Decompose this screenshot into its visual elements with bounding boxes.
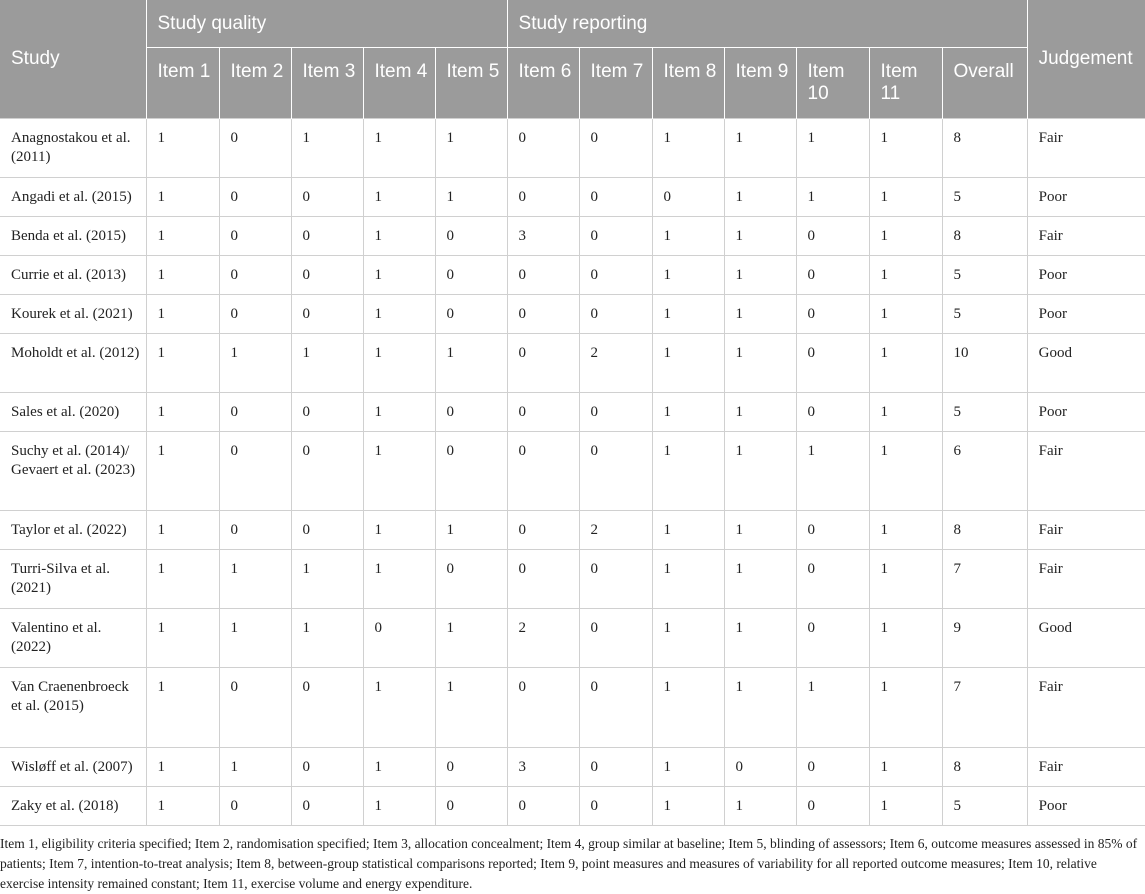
item-2-cell: 0 xyxy=(219,432,291,511)
item-3-cell: 0 xyxy=(291,748,363,787)
item-7-cell: 0 xyxy=(579,550,652,609)
item-11-cell: 1 xyxy=(869,178,942,217)
item-9-cell: 1 xyxy=(724,432,796,511)
item-1-cell: 1 xyxy=(146,748,219,787)
item-7-cell: 2 xyxy=(579,511,652,550)
item-2-cell: 1 xyxy=(219,748,291,787)
item-9-cell: 1 xyxy=(724,609,796,668)
study-cell: Van Craenenbroeck et al. (2015) xyxy=(0,668,146,748)
item-5-cell: 1 xyxy=(435,609,507,668)
item-2-cell: 0 xyxy=(219,256,291,295)
table-row xyxy=(0,178,1145,217)
item-5-header: Item 5 xyxy=(435,48,507,119)
item-8-cell: 1 xyxy=(652,217,724,256)
item-5-cell: 0 xyxy=(435,295,507,334)
item-6-cell: 0 xyxy=(507,550,579,609)
item-9-cell: 1 xyxy=(724,787,796,826)
study-cell: Zaky et al. (2018) xyxy=(0,787,146,826)
item-3-cell: 0 xyxy=(291,668,363,748)
item-10-cell: 0 xyxy=(796,550,869,609)
item-6-cell: 0 xyxy=(507,432,579,511)
table-row xyxy=(0,609,1145,668)
item-7-cell: 0 xyxy=(579,119,652,178)
table-header xyxy=(0,0,1145,119)
header-group-row xyxy=(0,0,1145,48)
item-5-cell: 1 xyxy=(435,119,507,178)
judgement-cell: Fair xyxy=(1027,748,1145,787)
study-cell: Valentino et al. (2022) xyxy=(0,609,146,668)
item-1-cell: 1 xyxy=(146,256,219,295)
item-2-cell: 0 xyxy=(219,178,291,217)
item-4-cell: 1 xyxy=(363,217,435,256)
item-3-cell: 1 xyxy=(291,550,363,609)
item-9-cell: 1 xyxy=(724,256,796,295)
item-6-cell: 0 xyxy=(507,178,579,217)
item-6-cell: 0 xyxy=(507,668,579,748)
item-1-cell: 1 xyxy=(146,119,219,178)
study-cell: Taylor et al. (2022) xyxy=(0,511,146,550)
table-row xyxy=(0,295,1145,334)
item-11-cell: 1 xyxy=(869,511,942,550)
item-10-cell: 1 xyxy=(796,119,869,178)
item-5-cell: 0 xyxy=(435,787,507,826)
item-1-cell: 1 xyxy=(146,217,219,256)
item-1-cell: 1 xyxy=(146,178,219,217)
item-3-header: Item 3 xyxy=(291,48,363,119)
item-10-cell: 0 xyxy=(796,748,869,787)
table-row xyxy=(0,217,1145,256)
study-cell: Wisløff et al. (2007) xyxy=(0,748,146,787)
item-7-header: Item 7 xyxy=(579,48,652,119)
item-8-cell: 1 xyxy=(652,550,724,609)
table-row xyxy=(0,393,1145,432)
judgement-cell: Fair xyxy=(1027,550,1145,609)
item-4-cell: 1 xyxy=(363,511,435,550)
overall-cell: 9 xyxy=(942,609,1027,668)
item-2-cell: 1 xyxy=(219,550,291,609)
item-8-cell: 1 xyxy=(652,668,724,748)
table-row xyxy=(0,511,1145,550)
item-10-cell: 0 xyxy=(796,609,869,668)
item-8-header: Item 8 xyxy=(652,48,724,119)
table-row xyxy=(0,668,1145,748)
item-1-cell: 1 xyxy=(146,511,219,550)
overall-cell: 6 xyxy=(942,432,1027,511)
item-11-header: Item 11 xyxy=(869,48,942,119)
item-4-cell: 1 xyxy=(363,119,435,178)
judgement-cell: Poor xyxy=(1027,787,1145,826)
overall-cell: 5 xyxy=(942,295,1027,334)
table-row xyxy=(0,550,1145,609)
item-6-cell: 3 xyxy=(507,217,579,256)
item-10-cell: 1 xyxy=(796,432,869,511)
study-quality-group-header: Study quality xyxy=(146,0,507,48)
item-8-cell: 1 xyxy=(652,511,724,550)
item-4-header: Item 4 xyxy=(363,48,435,119)
item-2-cell: 1 xyxy=(219,334,291,393)
study-cell: Anagnostakou et al. (2011) xyxy=(0,119,146,178)
overall-cell: 5 xyxy=(942,787,1027,826)
study-cell: Currie et al. (2013) xyxy=(0,256,146,295)
table-row xyxy=(0,748,1145,787)
item-8-cell: 1 xyxy=(652,748,724,787)
item-2-cell: 0 xyxy=(219,295,291,334)
item-7-cell: 0 xyxy=(579,256,652,295)
study-cell: Angadi et al. (2015) xyxy=(0,178,146,217)
item-5-cell: 0 xyxy=(435,217,507,256)
item-8-cell: 1 xyxy=(652,334,724,393)
item-2-cell: 0 xyxy=(219,511,291,550)
item-1-cell: 1 xyxy=(146,432,219,511)
overall-column-header: Overall xyxy=(942,48,1027,119)
judgement-cell: Good xyxy=(1027,334,1145,393)
item-4-cell: 1 xyxy=(363,748,435,787)
item-11-cell: 1 xyxy=(869,432,942,511)
item-8-cell: 1 xyxy=(652,609,724,668)
item-4-cell: 1 xyxy=(363,432,435,511)
item-5-cell: 1 xyxy=(435,334,507,393)
item-11-cell: 1 xyxy=(869,217,942,256)
item-10-cell: 1 xyxy=(796,668,869,748)
item-10-cell: 0 xyxy=(796,393,869,432)
item-10-cell: 0 xyxy=(796,511,869,550)
judgement-cell: Fair xyxy=(1027,217,1145,256)
item-11-cell: 1 xyxy=(869,393,942,432)
item-7-cell: 0 xyxy=(579,748,652,787)
judgement-cell: Fair xyxy=(1027,511,1145,550)
item-1-cell: 1 xyxy=(146,550,219,609)
item-6-header: Item 6 xyxy=(507,48,579,119)
item-11-cell: 1 xyxy=(869,119,942,178)
table-row xyxy=(0,119,1145,178)
item-1-cell: 1 xyxy=(146,787,219,826)
item-2-cell: 0 xyxy=(219,119,291,178)
item-1-cell: 1 xyxy=(146,668,219,748)
item-5-cell: 0 xyxy=(435,256,507,295)
item-7-cell: 0 xyxy=(579,609,652,668)
item-3-cell: 0 xyxy=(291,178,363,217)
item-9-cell: 1 xyxy=(724,668,796,748)
item-9-cell: 1 xyxy=(724,217,796,256)
study-cell: Suchy et al. (2014)/ Gevaert et al. (2023) xyxy=(0,432,146,511)
item-8-cell: 1 xyxy=(652,787,724,826)
item-9-cell: 1 xyxy=(724,550,796,609)
item-10-header: Item 10 xyxy=(796,48,869,119)
item-1-cell: 1 xyxy=(146,393,219,432)
table-row xyxy=(0,256,1145,295)
item-2-header: Item 2 xyxy=(219,48,291,119)
item-4-cell: 1 xyxy=(363,178,435,217)
overall-cell: 7 xyxy=(942,668,1027,748)
item-8-cell: 1 xyxy=(652,295,724,334)
item-8-cell: 1 xyxy=(652,432,724,511)
study-cell: Moholdt et al. (2012) xyxy=(0,334,146,393)
item-4-cell: 1 xyxy=(363,393,435,432)
item-3-cell: 1 xyxy=(291,119,363,178)
item-10-cell: 0 xyxy=(796,217,869,256)
item-4-cell: 1 xyxy=(363,295,435,334)
item-4-cell: 1 xyxy=(363,256,435,295)
item-4-cell: 1 xyxy=(363,334,435,393)
item-7-cell: 0 xyxy=(579,217,652,256)
item-7-cell: 0 xyxy=(579,787,652,826)
overall-cell: 8 xyxy=(942,119,1027,178)
item-8-cell: 1 xyxy=(652,393,724,432)
item-6-cell: 0 xyxy=(507,511,579,550)
item-3-cell: 0 xyxy=(291,295,363,334)
overall-cell: 10 xyxy=(942,334,1027,393)
item-11-cell: 1 xyxy=(869,668,942,748)
judgement-cell: Fair xyxy=(1027,668,1145,748)
study-cell: Sales et al. (2020) xyxy=(0,393,146,432)
item-11-cell: 1 xyxy=(869,256,942,295)
item-10-cell: 1 xyxy=(796,178,869,217)
item-6-cell: 0 xyxy=(507,334,579,393)
item-9-cell: 1 xyxy=(724,334,796,393)
overall-cell: 8 xyxy=(942,748,1027,787)
item-3-cell: 0 xyxy=(291,511,363,550)
item-3-cell: 1 xyxy=(291,609,363,668)
item-8-cell: 1 xyxy=(652,119,724,178)
item-10-cell: 0 xyxy=(796,787,869,826)
item-3-cell: 0 xyxy=(291,787,363,826)
item-4-cell: 0 xyxy=(363,609,435,668)
header-item-row xyxy=(0,48,1145,119)
table-body xyxy=(0,119,1145,826)
item-9-cell: 1 xyxy=(724,295,796,334)
item-1-cell: 1 xyxy=(146,334,219,393)
item-11-cell: 1 xyxy=(869,550,942,609)
item-6-cell: 2 xyxy=(507,609,579,668)
item-7-cell: 0 xyxy=(579,668,652,748)
item-1-header: Item 1 xyxy=(146,48,219,119)
table-row xyxy=(0,787,1145,826)
study-column-header: Study xyxy=(0,0,146,119)
item-3-cell: 0 xyxy=(291,256,363,295)
item-11-cell: 1 xyxy=(869,787,942,826)
item-9-cell: 1 xyxy=(724,511,796,550)
item-9-cell: 0 xyxy=(724,748,796,787)
judgement-cell: Poor xyxy=(1027,178,1145,217)
item-7-cell: 0 xyxy=(579,393,652,432)
item-6-cell: 0 xyxy=(507,119,579,178)
study-cell: Benda et al. (2015) xyxy=(0,217,146,256)
item-8-cell: 0 xyxy=(652,178,724,217)
study-cell: Turri-Silva et al. (2021) xyxy=(0,550,146,609)
item-3-cell: 0 xyxy=(291,217,363,256)
item-8-cell: 1 xyxy=(652,256,724,295)
item-4-cell: 1 xyxy=(363,787,435,826)
table-row xyxy=(0,334,1145,393)
overall-cell: 7 xyxy=(942,550,1027,609)
study-reporting-group-header: Study reporting xyxy=(507,0,1027,48)
item-5-cell: 1 xyxy=(435,511,507,550)
item-1-cell: 1 xyxy=(146,295,219,334)
overall-cell: 5 xyxy=(942,256,1027,295)
item-6-cell: 3 xyxy=(507,748,579,787)
item-7-cell: 0 xyxy=(579,295,652,334)
item-5-cell: 0 xyxy=(435,432,507,511)
item-6-cell: 0 xyxy=(507,787,579,826)
judgement-cell: Poor xyxy=(1027,393,1145,432)
item-4-cell: 1 xyxy=(363,550,435,609)
item-7-cell: 2 xyxy=(579,334,652,393)
item-6-cell: 0 xyxy=(507,393,579,432)
item-2-cell: 0 xyxy=(219,787,291,826)
item-5-cell: 1 xyxy=(435,178,507,217)
item-3-cell: 0 xyxy=(291,393,363,432)
table-row xyxy=(0,432,1145,511)
judgement-cell: Poor xyxy=(1027,295,1145,334)
judgement-cell: Poor xyxy=(1027,256,1145,295)
item-5-cell: 0 xyxy=(435,393,507,432)
judgement-cell: Fair xyxy=(1027,119,1145,178)
item-6-cell: 0 xyxy=(507,295,579,334)
judgement-cell: Good xyxy=(1027,609,1145,668)
table-footnote: Item 1, eligibility criteria specified; Item 2, randomisation specified; Item 3, allocation concealment; Item 4, group similar at baseline; Item 5, blinding of assessors; Item 6, outcome measures assessed in 85% of patients; Item 7, intention-to-treat analysis; Item 8, between-group statistical comparisons reported; Item 9, point measures and measures of variability for all reported outcome measures; Item 10, relative exercise intensity remained constant; Item 11, exercise volume and energy expenditure. xyxy=(0,836,1138,891)
item-7-cell: 0 xyxy=(579,178,652,217)
study-cell: Kourek et al. (2021) xyxy=(0,295,146,334)
item-1-cell: 1 xyxy=(146,609,219,668)
item-10-cell: 0 xyxy=(796,256,869,295)
item-9-cell: 1 xyxy=(724,119,796,178)
item-5-cell: 0 xyxy=(435,748,507,787)
overall-cell: 8 xyxy=(942,511,1027,550)
judgement-cell: Fair xyxy=(1027,432,1145,511)
item-9-cell: 1 xyxy=(724,393,796,432)
item-7-cell: 0 xyxy=(579,432,652,511)
item-10-cell: 0 xyxy=(796,334,869,393)
item-4-cell: 1 xyxy=(363,668,435,748)
item-2-cell: 1 xyxy=(219,609,291,668)
item-3-cell: 1 xyxy=(291,334,363,393)
item-11-cell: 1 xyxy=(869,334,942,393)
item-11-cell: 1 xyxy=(869,609,942,668)
item-11-cell: 1 xyxy=(869,295,942,334)
item-3-cell: 0 xyxy=(291,432,363,511)
item-10-cell: 0 xyxy=(796,295,869,334)
overall-cell: 8 xyxy=(942,217,1027,256)
item-11-cell: 1 xyxy=(869,748,942,787)
judgement-column-header: Judgement xyxy=(1027,0,1145,119)
item-9-cell: 1 xyxy=(724,178,796,217)
item-2-cell: 0 xyxy=(219,217,291,256)
item-6-cell: 0 xyxy=(507,256,579,295)
item-5-cell: 1 xyxy=(435,668,507,748)
item-9-header: Item 9 xyxy=(724,48,796,119)
item-2-cell: 0 xyxy=(219,668,291,748)
overall-cell: 5 xyxy=(942,393,1027,432)
item-2-cell: 0 xyxy=(219,393,291,432)
item-5-cell: 0 xyxy=(435,550,507,609)
overall-cell: 5 xyxy=(942,178,1027,217)
